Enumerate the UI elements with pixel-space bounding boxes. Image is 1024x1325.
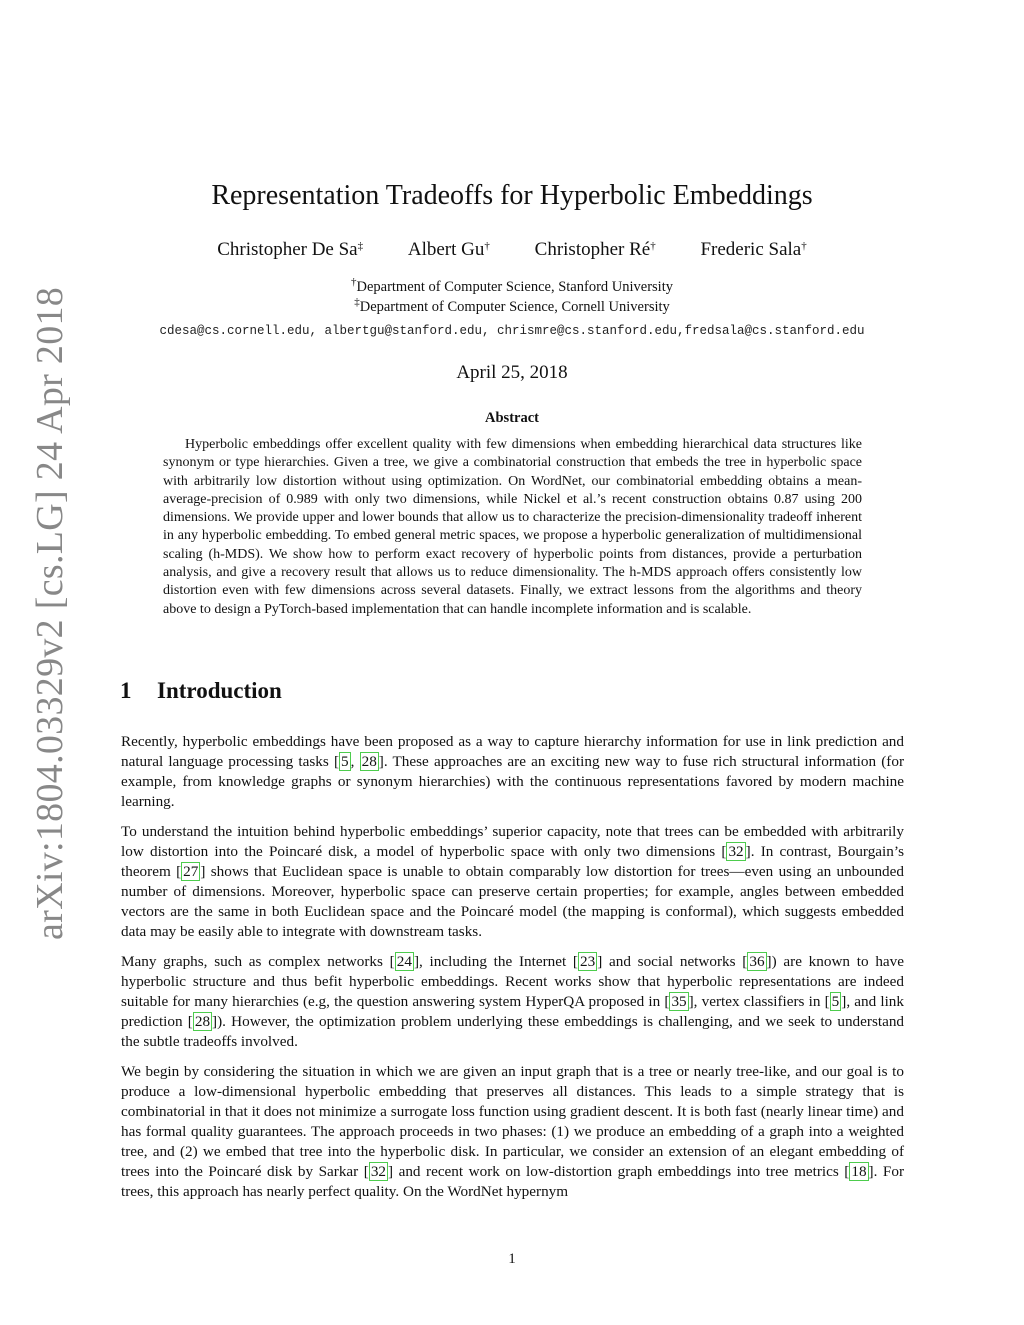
affiliation-text: Department of Computer Science, Cornell University — [359, 299, 670, 315]
citation-link[interactable]: 5 — [831, 993, 840, 1010]
author-name: Frederic Sala — [700, 239, 802, 260]
abstract-text: Hyperbolic embeddings offer excellent quality with few dimensions when embedding hierarchical data structures like synonym or type hierarchies. Given a tree, we give a combinatorial construction that embeds the tree in hyperbolic space with arbitrarily low distortion without using optimization. On WordNet, our combinatorial embedding obtains a mean-average-precision of 0.989 with only two dimensions, while Nickel et al.’s recent construction obtains 0.87 using 200 dimensions. We provide upper and lower bounds that allow us to characterize the precision-dimensionality tradeoff inherent in any hyperbolic embedding. To embed general metric spaces, we propose a hyperbolic generalization of multidimensional scaling (h-MDS). We show how to perform exact recovery of hyperbolic points from distances, provide a perturbation analysis, and give a recovery result that allows us to reduce dimensionality. The h-MDS approach offers consistently low distortion even with few dimensions across several datasets. Finally, we extract lessons from the algorithms and theory above to design a PyTorch-based implementation that can handle incomplete information and is scalable. — [163, 437, 862, 617]
author-name: Christopher Ré — [534, 239, 651, 260]
author-name: Albert Gu — [407, 239, 485, 260]
affiliation-mark: † — [350, 276, 357, 288]
citation-link[interactable]: 28 — [361, 753, 377, 770]
section-title: Introduction — [157, 678, 282, 703]
author — [408, 239, 490, 260]
affiliation-mark: † — [484, 240, 490, 252]
paragraph-text: ]). However, the optimization problem underlying these embeddings is challenging, and we seek to understand the subtle tradeoffs involved. — [121, 1013, 905, 1050]
paragraph-text: Many graphs, such as complex networks [ — [121, 953, 395, 970]
citation-link[interactable]: 27 — [183, 863, 199, 880]
paragraph-text: ]. In contrast, Bourgain’s theorem [ — [121, 843, 904, 880]
section-heading — [120, 677, 282, 705]
affiliation-mark: † — [801, 240, 807, 252]
citation-link[interactable]: 5 — [341, 753, 349, 770]
affiliation-mark: † — [650, 240, 656, 252]
citation-link[interactable]: 23 — [580, 953, 596, 970]
introduction-body — [121, 732, 904, 1212]
author-emails: cdesa@cs.cornell.edu, albertgu@stanford.edu, chrismre@cs.stanford.edu,fredsala@cs.stanford.edu — [159, 324, 865, 338]
citation-link[interactable]: 35 — [671, 993, 687, 1010]
affiliation-mark: ‡ — [354, 296, 360, 308]
paragraph-text: ], including the Internet [ — [413, 953, 578, 970]
author-name: Christopher De Sa — [217, 239, 358, 260]
paper-title: Representation Tradeoffs for Hyperbolic Embeddings — [211, 180, 813, 211]
affiliations — [0, 277, 1024, 317]
author-list — [0, 238, 1024, 262]
paragraph-text: To understand the intuition behind hyperbolic embeddings’ superior capacity, note that trees can be embedded with arbitrarily low distortion into the Poincaré disk, a model of hyperbolic space with only two dimensions [ — [121, 823, 904, 860]
citation-link[interactable]: 18 — [851, 1163, 867, 1180]
paper-date: April 25, 2018 — [456, 362, 568, 383]
citation-link[interactable]: 32 — [728, 843, 744, 860]
paragraph-text: , — [350, 753, 360, 770]
paragraph-text: ]) are known to have hyperbolic structure and thus befit hyperbolic embeddings. Recent works show that hyperbolic representations are indeed suitable for many hierarchies (e.g, the question answering system HyperQA proposed in [ — [121, 953, 905, 1010]
paragraph — [121, 822, 904, 942]
paragraph-text: ] shows that Euclidean space is unable to obtain comparably low distortion for trees—even using an unbounded number of dimensions. Moreover, hyperbolic space can preserve certain properties; for example, angles between embedded vectors are the same in both Euclidean space and the Poincaré model (the mapping is conformal), which suggests embedded data may be easily able to integrate with downstream tasks. — [121, 863, 904, 940]
paragraph-text: Recently, hyperbolic embeddings have been proposed as a way to capture hierarchy information for use in link prediction and natural language processing tasks [ — [121, 733, 904, 770]
paragraph — [121, 732, 904, 812]
citation-link[interactable]: 24 — [396, 953, 412, 970]
arxiv-stamp: arXiv:1804.03329v2 [cs.LG] 24 Apr 2018 — [29, 286, 71, 940]
paragraph-text: ], and link prediction [ — [121, 993, 904, 1030]
paragraph-text: ]. For trees, this approach has nearly perfect quality. On the WordNet hypernym — [121, 1163, 905, 1200]
abstract-heading: Abstract — [485, 410, 539, 426]
paragraph-text: ]. These approaches are an exciting new way to fuse rich structural information (for example, from knowledge graphs or synonym hierarchies) with the continuous representations favored by modern machine learning. — [121, 753, 905, 810]
affiliation — [0, 297, 1024, 317]
paragraph-text: We begin by considering the situation in which we are given an input graph that is a tree or nearly tree-like, and our goal is to produce a low-dimensional hyperbolic embedding that preserves all distances. This leads to a simple strategy that is combinatorial in that it does not minimize a surrogate loss function using gradient descent. It is both fast (nearly linear time) and has formal quality guarantees. The approach proceeds in two phases: (1) we produce an embedding of a graph into a weighted tree, and (2) we embed that tree into the hyperbolic disk. In particular, we consider an extension of an elegant embedding of trees into the Poincaré disk by Sarkar [ — [121, 1063, 904, 1180]
author — [535, 239, 656, 260]
paragraph-text: ] and recent work on low-distortion graph embeddings into tree metrics [ — [388, 1163, 850, 1180]
author — [700, 239, 806, 260]
paragraph-text: ], vertex classifiers in [ — [688, 993, 830, 1010]
paragraph-text: ] and social networks [ — [597, 953, 748, 970]
paragraph — [121, 1062, 904, 1202]
affiliation — [0, 277, 1024, 297]
author — [217, 239, 363, 260]
affiliation-text: Department of Computer Science, Stanford University — [356, 279, 673, 295]
citation-link[interactable]: 32 — [370, 1163, 386, 1180]
section-number: 1 — [120, 678, 132, 703]
citation-link[interactable]: 36 — [749, 953, 765, 970]
citation-link[interactable]: 28 — [194, 1013, 211, 1030]
paragraph — [121, 952, 904, 1052]
affiliation-mark: ‡ — [357, 240, 364, 252]
page-number: 1 — [508, 1251, 516, 1267]
